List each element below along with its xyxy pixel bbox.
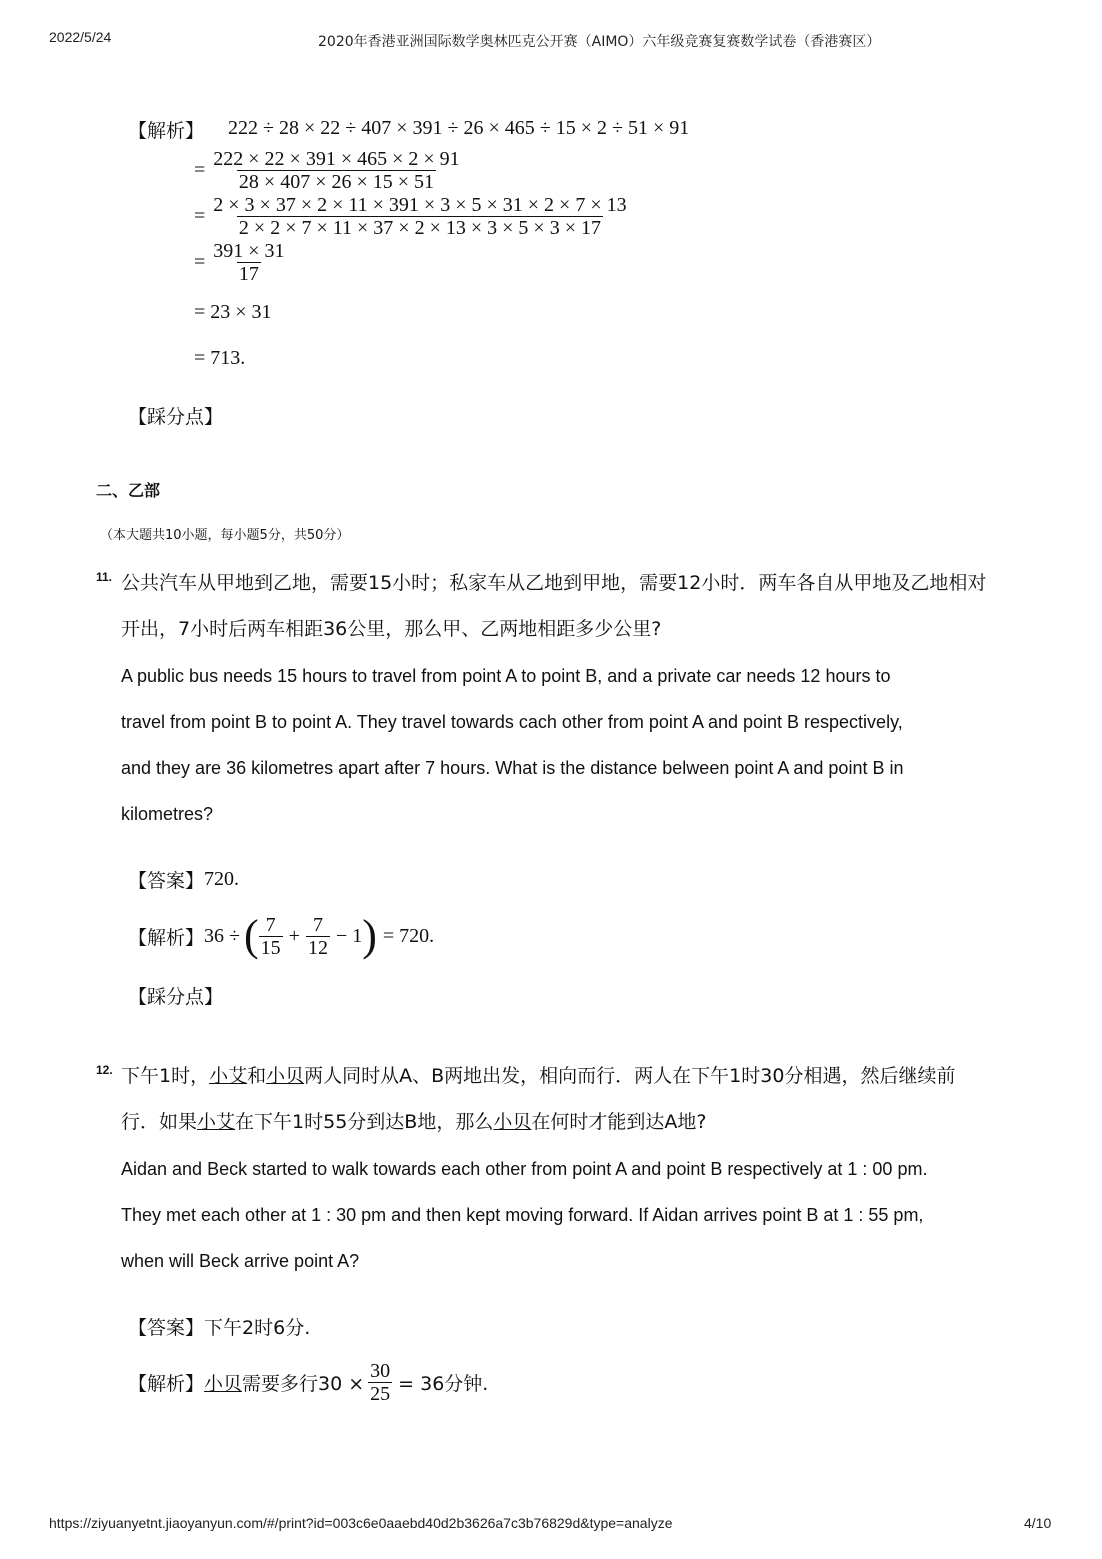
solution-result: = 36分钟. [398, 1372, 489, 1395]
solution-prefix: 36 ÷ [204, 924, 240, 947]
answer-value: 720. [204, 868, 240, 890]
solution-result: = 720. [382, 924, 435, 947]
name-xiaoai: 小艾 [197, 1111, 236, 1133]
fraction-numerator: 7 [265, 913, 276, 936]
left-paren: ( [244, 911, 259, 960]
solution-label: 【解析】 [128, 1372, 205, 1395]
print-date: 2022/5/24 [49, 29, 112, 45]
question-text-en: and they are 36 kilometres apart after 7 hours. What is the distance belween point A and point B in [121, 758, 904, 778]
minus-term: − 1 [335, 924, 363, 947]
page-url: https://ziyuanyetnt.jiaoyanyun.com/#/print?id=003c6e0aaebd40d2b3626a7c3b76829d&type=analyze [49, 1515, 673, 1531]
fraction-denominator: 25 [370, 1382, 391, 1405]
fraction-denominator: 28 × 407 × 26 × 15 × 51 [238, 171, 435, 193]
answer-row [128, 1313, 310, 1340]
section-note: （本大题共10小题，每小题5分，共50分） [100, 528, 350, 543]
equals-sign: = [194, 205, 206, 227]
question-number: 11. [96, 570, 113, 584]
question-text-en: travel from point B to point A. They travel towards cach other from point A and point B respectively, [121, 712, 903, 732]
answer-value: 下午2时6分. [204, 1317, 311, 1339]
fraction-step-3 [194, 240, 287, 285]
section-title: 二、乙部 [96, 481, 161, 500]
fraction-denominator: 2 × 2 × 7 × 11 × 37 × 2 × 13 × 3 × 5 × 3 × 17 [238, 217, 601, 239]
question-text-cn: 下午1时，小艾和小贝两人同时从A、B两地出发，相向而行．两人在下午1时30分相遇，然后继续前 [121, 1065, 956, 1087]
fraction [306, 914, 330, 959]
solution-row [128, 1354, 488, 1410]
answer-label: 【答案】 [128, 870, 205, 892]
name-xiaobei: 小贝 [266, 1065, 305, 1087]
answer-label: 【答案】 [128, 1317, 205, 1339]
equals-sign: = [194, 251, 206, 273]
plus-sign: + [288, 924, 300, 947]
fraction-denominator: 12 [307, 936, 328, 959]
solution-text: 需要多行30 × [242, 1372, 365, 1395]
solution-label: 【解析】 [128, 120, 205, 142]
fraction [368, 1360, 392, 1405]
fraction-numerator: 7 [312, 913, 323, 936]
page-number: 4/10 [1024, 1515, 1052, 1531]
question-number: 12. [96, 1063, 113, 1077]
right-paren: ) [362, 911, 377, 960]
fraction-numerator: 391 × 31 [213, 240, 285, 262]
fraction-numerator: 30 [370, 1359, 391, 1382]
points-label: 【踩分点】 [128, 986, 224, 1008]
equals-sign: = [194, 159, 206, 181]
answer-row [128, 866, 239, 893]
question-text-en: Aidan and Beck started to walk towards each other from point A and point B respectively at 1 : 00 pm. [121, 1159, 928, 1179]
question-text-cn: 行．如果小艾在下午1时55分到达B地，那么小贝在何时才能到达A地? [121, 1111, 707, 1133]
solution-row [128, 906, 434, 966]
question-text-en: A public bus needs 15 hours to travel from point A to point B, and a private car needs 12 hours to [121, 666, 891, 686]
question-text-cn: 公共汽车从甲地到乙地，需要15小时；私家车从乙地到甲地，需要12小时．两车各自从甲地及乙地相对 [121, 572, 987, 594]
name-xiaobei: 小贝 [204, 1372, 243, 1395]
solution-label: 【解析】 [128, 926, 205, 949]
solution-final: = 713. [194, 347, 246, 369]
question-text-en: They met each other at 1 : 30 pm and then kept moving forward. If Aidan arrives point B at 1 : 55 pm, [121, 1205, 924, 1225]
fraction-denominator: 17 [238, 263, 259, 285]
question-text-en: kilometres? [121, 804, 214, 824]
fraction-numerator: 222 × 22 × 391 × 465 × 2 × 91 [213, 148, 460, 170]
solution-expression: 222 ÷ 28 × 22 ÷ 407 × 391 ÷ 26 × 465 ÷ 15 × 2 ÷ 51 × 91 [228, 117, 690, 139]
solution-step-4: = 23 × 31 [194, 301, 272, 323]
fraction-step-2 [194, 194, 629, 239]
name-xiaoai: 小艾 [209, 1065, 248, 1087]
name-xiaobei: 小贝 [493, 1111, 532, 1133]
document-title: 2020年香港亚洲国际数学奥林匹克公开赛（AIMO）六年级竞赛复赛数学试卷（香港赛区） [318, 34, 881, 50]
fraction-denominator: 15 [260, 936, 281, 959]
question-text-en: when will Beck arrive point A? [121, 1251, 360, 1271]
fraction-numerator: 2 × 3 × 37 × 2 × 11 × 391 × 3 × 5 × 31 × 2 × 7 × 13 [213, 194, 627, 216]
fraction-step-1 [194, 148, 462, 193]
fraction [259, 914, 283, 959]
points-label: 【踩分点】 [128, 406, 224, 428]
question-text-cn: 开出，7小时后两车相距36公里，那么甲、乙两地相距多少公里? [121, 618, 662, 640]
